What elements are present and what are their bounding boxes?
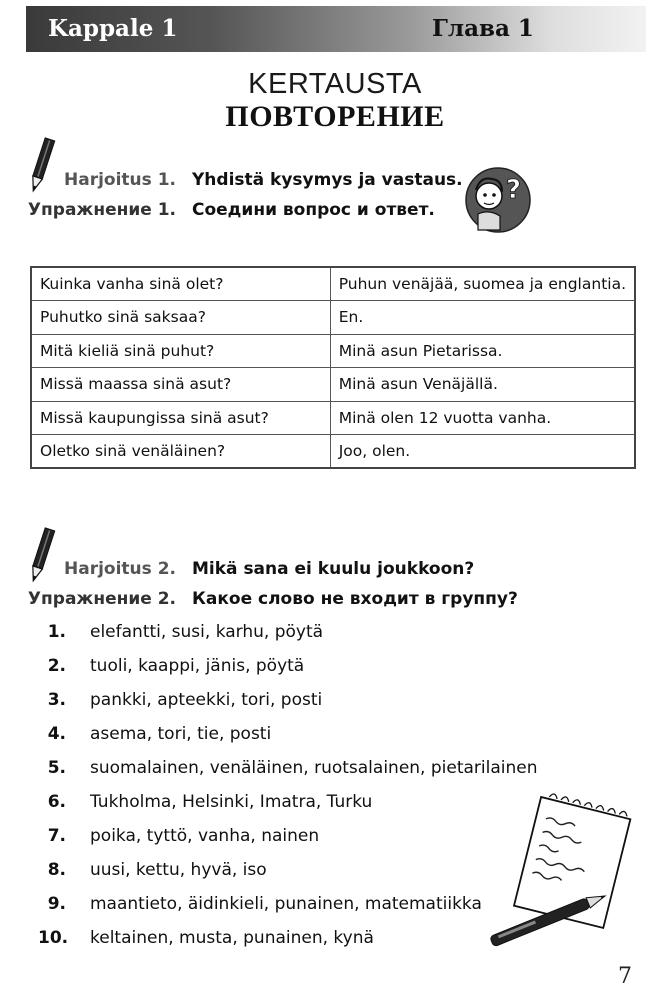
item-words: Tukholma, Helsinki, Imatra, Turku <box>90 792 373 812</box>
question-answer-table <box>30 266 636 469</box>
question-cell: Puhutko sinä saksaa? <box>31 301 330 335</box>
table-row <box>31 267 635 301</box>
svg-text:?: ? <box>506 175 522 205</box>
list-item <box>38 792 498 826</box>
list-item <box>38 894 498 928</box>
exercise2-instruction-ru: Какое слово не входит в группу? <box>192 589 518 609</box>
item-number: 7. <box>47 826 66 846</box>
answer-cell: En. <box>330 301 635 335</box>
question-cell: Missä kaupungissa sinä asut? <box>31 401 330 435</box>
item-number: 5. <box>47 758 66 778</box>
table-row <box>31 368 635 402</box>
section-title-ru: ПОВТОРЕНИЕ <box>225 100 445 133</box>
section-title-fi: KERTAUSTA <box>248 68 422 100</box>
list-item <box>38 928 498 962</box>
exercise1-instruction-ru: Соедини вопрос и ответ. <box>192 200 435 220</box>
question-cell: Mitä kieliä sinä puhut? <box>31 334 330 368</box>
exercise1-instruction-fi: Yhdistä kysymys ja vastaus. <box>192 170 463 190</box>
question-cell: Oletko sinä venäläinen? <box>31 435 330 469</box>
exercise2-instruction-fi: Mikä sana ei kuulu joukkoon? <box>192 559 475 579</box>
list-item <box>38 826 498 860</box>
item-number: 6. <box>47 792 66 812</box>
answer-cell: Joo, olen. <box>330 435 635 469</box>
item-number: 10. <box>38 928 69 948</box>
table-row <box>31 334 635 368</box>
exercise2-label-fi: Harjoitus 2. <box>64 559 176 579</box>
item-words: maantieto, äidinkieli, punainen, matematiikka <box>90 894 482 914</box>
table-row <box>31 401 635 435</box>
thinking-boy-icon <box>464 166 532 234</box>
table-row <box>31 301 635 335</box>
item-number: 4. <box>47 724 66 744</box>
item-words: pankki, apteekki, tori, posti <box>90 690 323 710</box>
question-cell: Kuinka vanha sinä olet? <box>31 267 330 301</box>
list-item <box>38 690 498 724</box>
item-number: 3. <box>47 690 66 710</box>
item-number: 9. <box>47 894 66 914</box>
answer-cell: Puhun venäjää, suomea ja englantia. <box>330 267 635 301</box>
item-words: suomalainen, venäläinen, ruotsalainen, pietarilainen <box>90 758 538 778</box>
chapter-label-fi: Kappale 1 <box>48 15 178 42</box>
list-item <box>38 860 498 894</box>
list-item <box>38 622 498 656</box>
exercise1-label-ru: Упражнение 1. <box>27 200 176 220</box>
item-words: poika, tyttö, vanha, nainen <box>90 826 320 846</box>
notepad-pen-icon <box>482 792 638 952</box>
item-words: uusi, kettu, hyvä, iso <box>90 860 267 880</box>
exercise2-label-ru: Упражнение 2. <box>27 589 176 609</box>
item-number: 2. <box>47 656 66 676</box>
table-row <box>31 435 635 469</box>
answer-cell: Minä asun Pietarissa. <box>330 334 635 368</box>
item-number: 1. <box>47 622 66 642</box>
list-item <box>38 758 538 792</box>
exercise1-label-fi: Harjoitus 1. <box>64 170 176 190</box>
page-number: 7 <box>618 964 632 989</box>
list-item <box>38 724 498 758</box>
answer-cell: Minä asun Venäjällä. <box>330 368 635 402</box>
item-words: keltainen, musta, punainen, kynä <box>90 928 374 948</box>
question-cell: Missä maassa sinä asut? <box>31 368 330 402</box>
item-words: asema, tori, tie, posti <box>90 724 272 744</box>
item-number: 8. <box>47 860 66 880</box>
item-words: tuoli, kaappi, jänis, pöytä <box>90 656 305 676</box>
item-words: elefantti, susi, karhu, pöytä <box>90 622 324 642</box>
answer-cell: Minä olen 12 vuotta vanha. <box>330 401 635 435</box>
chapter-label-ru: Глава 1 <box>432 15 534 42</box>
list-item <box>38 656 498 690</box>
